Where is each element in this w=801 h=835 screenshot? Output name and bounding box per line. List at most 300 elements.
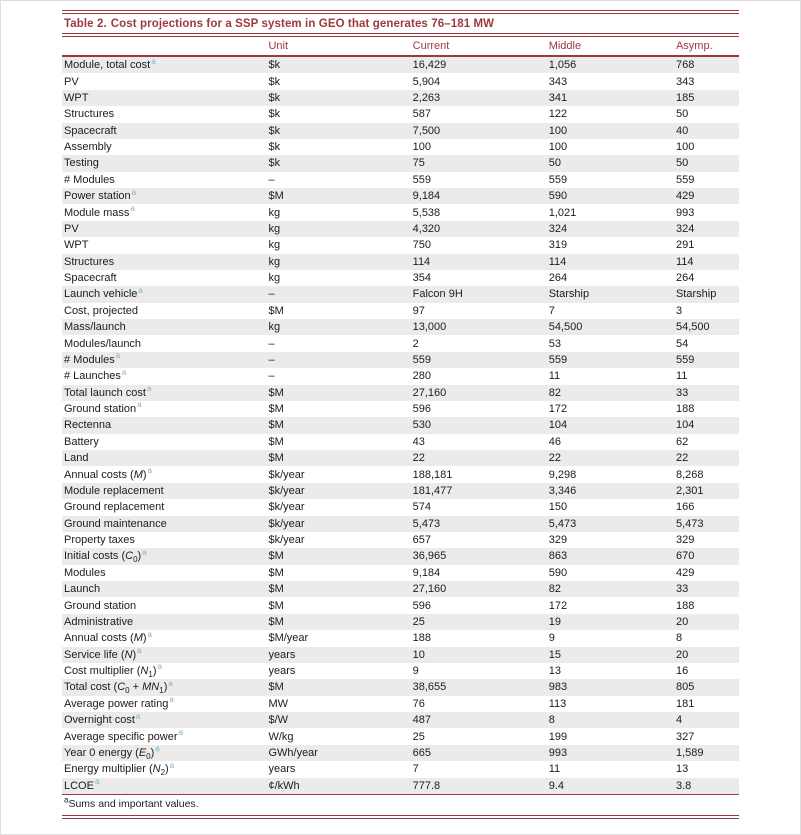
table-footnote [62,794,739,819]
cell-middle: 50 [548,157,561,170]
footnote-ref: a [169,761,175,770]
footnote-ref: a [169,695,174,705]
row-label: Year 0 energy $(E_0)^a$ [64,744,160,762]
row-label: PV [64,222,79,235]
row-label: Ground replacement [64,501,165,514]
table-row [62,778,739,794]
cell-asymp: 188 [675,403,695,416]
row-label: Spacecraft [64,272,117,285]
cell-asymp: 805 [675,681,695,694]
row-label: Cost, projected [64,304,138,317]
cell-middle: 9.4 [548,779,564,792]
row-label: WPT [64,91,89,104]
cell-unit: – [268,288,275,301]
cell-asymp: 291 [675,239,695,252]
cell-middle: 590 [548,190,568,203]
cell-current: 13,000 [412,321,447,334]
row-label: Ground maintenance [64,517,167,530]
cell-current: 5,538 [412,206,441,219]
cell-current: 97 [412,304,425,317]
footnote-marker: a [64,795,69,805]
cell-middle: Starship [548,288,590,301]
cell-unit: kg [268,272,281,285]
cell-asymp: 429 [675,190,695,203]
cell-current: 36,965 [412,550,447,563]
table-row [62,188,739,204]
cell-middle: 9,298 [548,468,577,481]
cell-asymp: 768 [675,59,695,72]
cell-unit: kg [268,239,281,252]
cell-unit: $M [268,583,284,596]
cell-asymp: 104 [675,419,695,432]
cell-current: 657 [412,534,431,547]
cell-current: 25 [412,730,425,743]
row-label: Modules [64,566,106,579]
cell-middle: 100 [548,124,568,137]
cell-middle: 82 [548,583,561,596]
cell-current: 665 [412,746,431,759]
table-row [62,696,739,712]
cell-current: 38,655 [412,681,447,694]
cell-middle: 341 [548,91,568,104]
row-label: Land [64,452,89,465]
row-label: Annual costs (M)$^a$ [64,630,152,645]
cell-current: 181,477 [412,484,453,497]
cell-asymp: 670 [675,550,695,563]
cell-current: 2,263 [412,91,441,104]
table-row [62,679,739,695]
cell-asymp: 3 [675,304,683,317]
cell-asymp: 559 [675,353,695,366]
cell-unit: $M [268,403,284,416]
row-label: Initial costs $(C_0)^a$ [64,548,147,565]
cell-unit: $k [268,75,281,88]
cell-unit: $k/year [268,484,305,497]
cell-asymp: 11 [675,370,688,383]
cell-middle: 114 [548,255,567,268]
cell-current: 9,184 [412,566,441,579]
cell-asymp: 429 [675,566,695,579]
cell-middle: 46 [548,435,561,448]
cell-middle: 3,346 [548,484,577,497]
cell-unit: $k [268,157,281,170]
row-label: Total cost $(C_0 + MN_1)^a$ [64,679,173,696]
cell-asymp: 20 [675,615,689,628]
table-row [62,254,739,270]
table-row [62,434,739,450]
row-label: Structures [64,255,115,268]
table-row [62,139,739,155]
table-row [62,385,739,401]
cell-asymp: 50 [675,157,689,170]
row-label: Module mass$^a$ [64,204,135,219]
row-label: PV [64,75,79,88]
row-label: Modules/launch [64,337,142,350]
table-row [62,516,739,532]
row-label: Administrative [64,615,134,628]
cell-asymp: 181 [675,697,695,710]
cell-asymp: 54,500 [675,321,710,334]
col-header-unit: Unit [266,37,410,56]
cell-middle: 8 [548,714,555,727]
col-header-middle: Middle [547,37,674,56]
cell-unit: $M [268,615,284,628]
cell-asymp: 100 [675,141,695,154]
cell-middle: 9 [548,632,555,645]
cell-unit: $k/year [268,468,305,481]
row-label: Overnight cost$^a$ [64,712,141,727]
cell-asymp: 324 [675,222,695,235]
cell-current: 43 [412,435,425,448]
table-row [62,401,739,417]
cell-middle: 1,021 [548,206,577,219]
cell-middle: 150 [548,501,568,514]
cell-middle: 324 [548,222,568,235]
cell-middle: 122 [548,108,568,121]
row-label: Rectenna [64,419,112,432]
table-row [62,647,739,663]
footnote-ref: a [137,400,142,410]
row-label: Mass/launch [64,321,126,334]
cell-middle: 104 [548,419,568,432]
row-label: Cost multiplier $(N_1)^a$ [64,662,162,680]
cell-middle: 100 [548,141,568,154]
cell-middle: 13 [548,665,561,678]
cell-current: 750 [412,239,431,252]
cell-asymp: 33 [675,386,689,399]
cell-current: 596 [412,599,431,612]
row-label: Ground station$^a$ [64,400,142,416]
cell-unit: $M [268,190,284,203]
row-label: Structures [64,108,115,121]
row-label: Spacecraft [64,124,117,137]
table-row [62,352,739,368]
row-label: Launch [64,583,101,596]
cell-asymp: 343 [675,75,695,88]
table-row [62,630,739,646]
cell-current: 114 [412,255,431,268]
cell-middle: 82 [548,386,561,399]
cell-asymp: 50 [675,108,689,121]
footnote-ref: a [131,188,137,197]
cell-middle: 590 [548,566,568,579]
cell-unit: $M/year [268,632,309,645]
cell-asymp: 2,301 [675,484,704,497]
row-label: Service life (N)$^a$ [64,646,142,661]
table-title-label: Table 2. [64,18,107,30]
cell-asymp: 264 [675,272,695,285]
cell-unit: years [268,665,296,678]
cell-unit: ¢/kWh [268,779,300,792]
cell-current: 777.8 [412,779,441,792]
cell-asymp: 329 [675,534,695,547]
cell-middle: 1,056 [548,59,577,72]
row-label: Average specific power$^a$ [64,728,183,743]
table-row [62,728,739,744]
cell-current: 9 [412,665,419,678]
cell-middle: 172 [548,403,568,416]
footnote-ref: a [138,286,143,295]
cell-current: 354 [412,272,431,285]
cell-asymp: 1,589 [675,746,704,759]
footnote-ref: a [147,630,152,639]
col-header-parameter [62,37,266,56]
table-row [62,417,739,433]
cell-middle: 15 [548,648,561,661]
row-label: WPT [64,239,89,252]
footnote-ref: a [94,777,100,787]
table-row [62,745,739,761]
footnote-ref: a [168,679,173,688]
table-row [62,581,739,597]
cell-unit: kg [268,206,281,219]
header-row [62,37,739,56]
cell-middle: 11 [548,370,561,383]
cell-current: 487 [412,714,431,727]
row-label: LCOE$^a$ [64,777,100,792]
table-row [62,237,739,253]
cell-middle: 559 [548,353,568,366]
cell-unit: $M [268,550,284,563]
cell-middle: 343 [548,75,568,88]
footnote-ref: a [157,662,162,672]
cell-current: 2 [412,337,419,350]
cell-unit: $k [268,141,281,154]
cell-current: 10 [412,648,425,661]
table-row [62,270,739,286]
cell-current: 5,904 [412,75,441,88]
cell-asymp: 559 [675,173,695,186]
cell-current: 559 [412,353,431,366]
table-row [62,368,739,384]
cell-asymp: 993 [675,206,695,219]
cell-unit: $k [268,59,281,72]
cell-unit: $M [268,419,284,432]
cell-asymp: 5,473 [675,517,704,530]
cell-unit: years [268,763,296,776]
cell-unit: $/W [268,714,289,727]
cell-unit: $M [268,304,284,317]
cell-current: 5,473 [412,517,441,530]
cell-asymp: Starship [675,288,717,301]
cell-current: 7,500 [412,124,441,137]
footnote-ref: a [155,744,160,754]
cell-middle: 53 [548,337,561,350]
cell-middle: 199 [548,730,568,743]
cell-unit: MW [268,697,288,710]
table-row [62,565,739,581]
row-label: Energy multiplier $(N_2)^a$ [64,761,175,778]
cell-current: 100 [412,141,431,154]
cell-asymp: 33 [675,583,689,596]
table-title [62,10,739,37]
table-row [62,90,739,106]
table-row [62,73,739,89]
row-label: Average power rating$^a$ [64,695,174,710]
cell-middle: 7 [548,304,555,317]
cell-unit: $M [268,386,284,399]
cell-middle: 11 [548,763,561,776]
cell-unit: $k/year [268,517,305,530]
row-label: Power station$^a$ [64,188,137,203]
cell-middle: 264 [548,272,568,285]
cell-unit: kg [268,321,281,334]
table-row [62,204,739,220]
cell-unit: kg [268,222,281,235]
footnote-ref: a [137,646,142,656]
cell-middle: 319 [548,239,568,252]
cell-current: 9,184 [412,190,441,203]
row-label: Ground station [64,599,137,612]
footnote-ref: a [135,712,141,721]
cell-unit: $k/year [268,501,305,514]
cell-current: 188 [412,632,431,645]
footnote-text: Sums and important values. [68,797,199,810]
cell-middle: 113 [548,697,567,710]
row-label: Total launch cost$^a$ [64,384,152,399]
cell-current: 22 [412,452,425,465]
cell-unit: W/kg [268,730,294,743]
cell-asymp: 13 [675,763,689,776]
cell-current: 559 [412,173,431,186]
row-label: Testing [64,157,99,170]
footnote-ref: a [121,368,127,377]
cell-middle: 5,473 [548,517,577,530]
cell-unit: years [268,648,296,661]
table-row [62,221,739,237]
cell-current: 596 [412,403,431,416]
cell-unit: $k [268,108,281,121]
cell-unit: $M [268,599,284,612]
cell-current: 16,429 [412,59,447,72]
table-row [62,155,739,171]
cell-asymp: 54 [675,337,689,350]
table-row [62,123,739,139]
cell-middle: 22 [548,452,561,465]
table-row [62,466,739,482]
cell-middle: 983 [548,681,568,694]
cell-current: 7 [412,763,419,776]
cell-unit: – [268,370,275,383]
footnote-ref: a [142,548,147,557]
cell-middle: 19 [548,615,561,628]
row-label: # Launches$^a$ [64,368,127,383]
table-row [62,597,739,613]
cell-unit: GWh/year [268,746,318,759]
row-label: Module, total cost$^a$ [64,56,156,72]
cell-asymp: 4 [675,714,683,727]
table2-card [62,10,739,819]
table-row [62,286,739,302]
cell-asymp: 20 [675,648,689,661]
cell-middle: 54,500 [548,321,583,334]
cell-unit: – [268,353,275,366]
cell-middle: 172 [548,599,568,612]
cell-current: 76 [412,697,425,710]
cell-current: 25 [412,615,425,628]
cell-asymp: 188 [675,599,695,612]
cell-unit: – [268,173,275,186]
cell-current: 75 [412,157,425,170]
row-label: Annual costs (M)$^a$ [64,466,152,481]
table-row [62,663,739,679]
cell-asymp: 3.8 [675,779,692,792]
table-row [62,172,739,188]
col-header-current: Current [411,37,547,56]
cell-current: 530 [412,419,431,432]
cell-current: 188,181 [412,468,453,481]
cell-current: 280 [412,370,431,383]
table-row [62,483,739,499]
cell-asymp: 16 [675,665,689,678]
table-row [62,761,739,777]
cell-current: 27,160 [412,583,447,596]
table-body [62,56,739,794]
table-row [62,548,739,564]
footnote-ref: a [151,56,156,66]
table-row [62,303,739,319]
table-row [62,56,739,73]
cell-asymp: 8,268 [675,468,704,481]
cell-asymp: 22 [675,452,689,465]
cell-unit: $M [268,452,284,465]
cell-unit: $M [268,435,284,448]
table-row [62,614,739,630]
table-row [62,532,739,548]
cell-asymp: 166 [675,501,695,514]
cell-middle: 863 [548,550,568,563]
table-row [62,499,739,515]
footnote-ref: a [147,466,152,475]
footnote-ref: a [146,384,152,394]
table-row [62,450,739,466]
cell-current: 27,160 [412,386,447,399]
row-label: Module replacement [64,484,164,497]
row-label: Property taxes [64,534,135,547]
cell-current: 4,320 [412,222,441,235]
table-row [62,106,739,122]
row-label: # Modules$^a$ [64,351,121,366]
cell-middle: 559 [548,173,568,186]
cell-unit: – [268,337,275,350]
cost-projections-table [62,37,739,794]
row-label: Assembly [64,141,112,154]
cell-unit: kg [268,255,281,268]
cell-asymp: 40 [675,124,689,137]
cell-middle: 993 [548,746,568,759]
footnote-ref: a [178,728,183,737]
table-row [62,712,739,728]
cell-unit: $M [268,681,284,694]
cell-unit: $k/year [268,534,305,547]
cell-asymp: 8 [675,632,683,645]
footnote-ref: a [115,351,121,361]
table-row [62,335,739,351]
row-label: # Modules [64,173,115,186]
cell-unit: $k [268,91,281,104]
col-header-asymp: Asymp. [674,37,739,56]
footnote-ref: a [130,204,135,213]
cell-asymp: 114 [675,255,694,268]
cell-unit: $k [268,124,281,137]
cell-middle: 329 [548,534,568,547]
cell-current: 587 [412,108,431,121]
table-title-text: Cost projections for a SSP system in GEO that generates 76–181 MW [110,18,495,30]
cell-asymp: 327 [675,730,695,743]
row-label: Battery [64,435,99,448]
cell-current: Falcon 9H [412,288,463,301]
cell-unit: $M [268,566,284,579]
